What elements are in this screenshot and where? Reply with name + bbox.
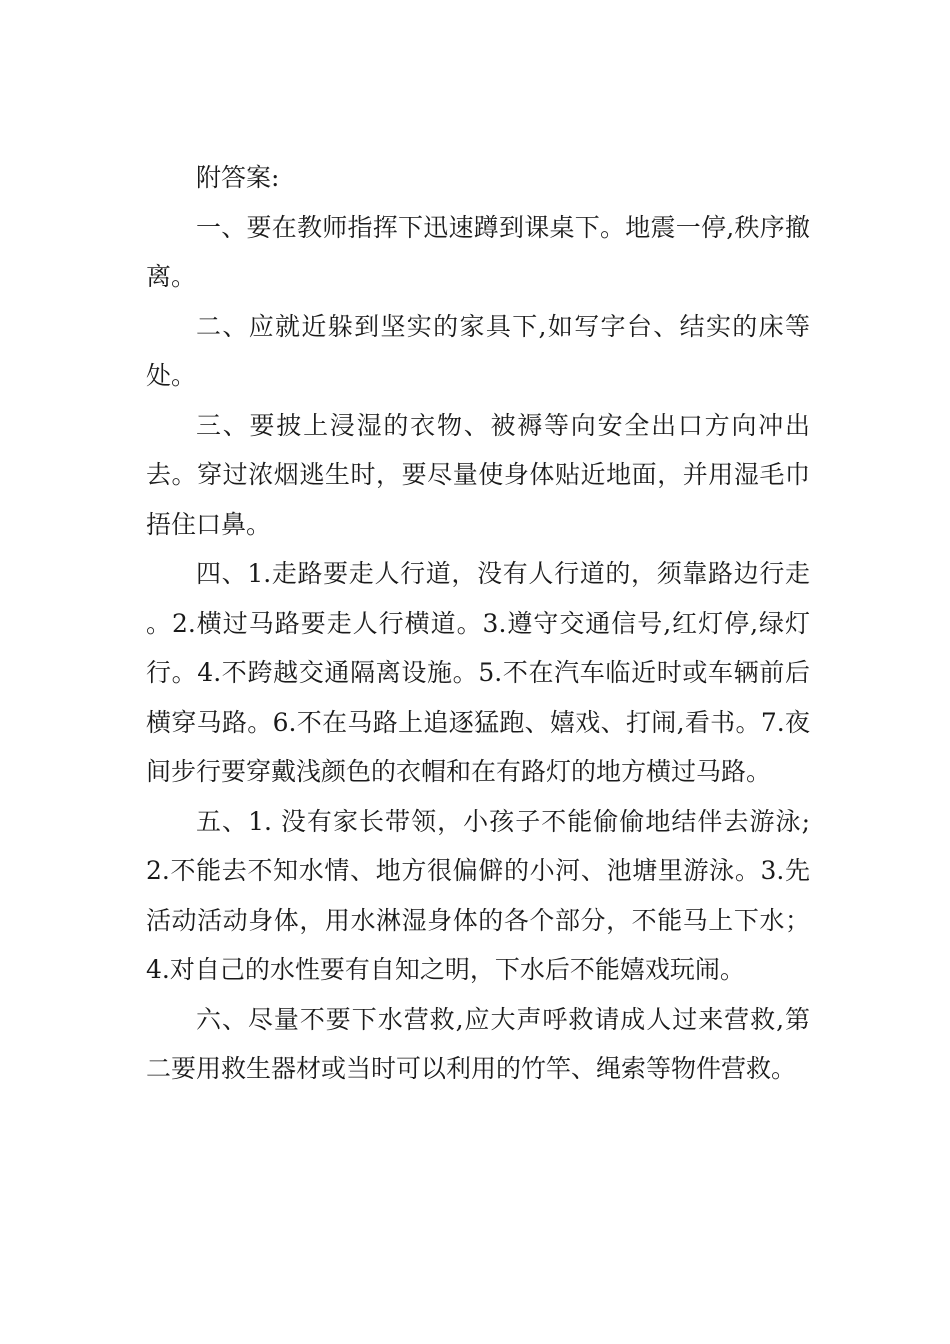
answer-section xyxy=(146,153,810,1094)
answer-paragraph-3: 三、要披上浸湿的衣物、被褥等向安全出口方向冲出去。穿过浓烟逃生时，要尽量使身体贴近地面，并用湿毛巾捂住口鼻。 xyxy=(146,410,810,539)
answer-paragraph-1: 一、要在教师指挥下迅速蹲到课桌下。地震一停,秩序撤离。 xyxy=(146,212,810,291)
answer-paragraph-5: 五、1. 没有家长带领，小孩子不能偷偷地结伴去游泳;2.不能去不知水情、地方很偏僻的小河、池塘里游泳。3.先活动活动身体，用水淋湿身体的各个部分，不能马上下水； 4.对自己的水性要有自知之明，下水后不能嬉戏玩闹。 xyxy=(146,806,810,984)
answer-paragraph-6: 六、尽量不要下水营救,应大声呼救请成人过来营救,第二要用救生器材或当时可以利用的竹竿、绳索等物件营救。 xyxy=(146,1004,810,1083)
answer-heading: 附答案: xyxy=(196,163,280,192)
answer-paragraph-2: 二、应就近躲到坚实的家具下,如写字台、结实的床等处。 xyxy=(146,311,810,390)
answer-paragraph-4: 四、1.走路要走人行道，没有人行道的，须靠路边行走 。2.横过马路要走人行横道。3.遵守交通信号,红灯停,绿灯行。4.不跨越交通隔离设施。5.不在汽车临近时或车辆前后横穿马路。6.不在马路上追逐猛跑、嬉戏、打闹,看书。7.夜间步行要穿戴浅颜色的衣帽和在有路灯的地方横过马路。 xyxy=(146,559,810,786)
